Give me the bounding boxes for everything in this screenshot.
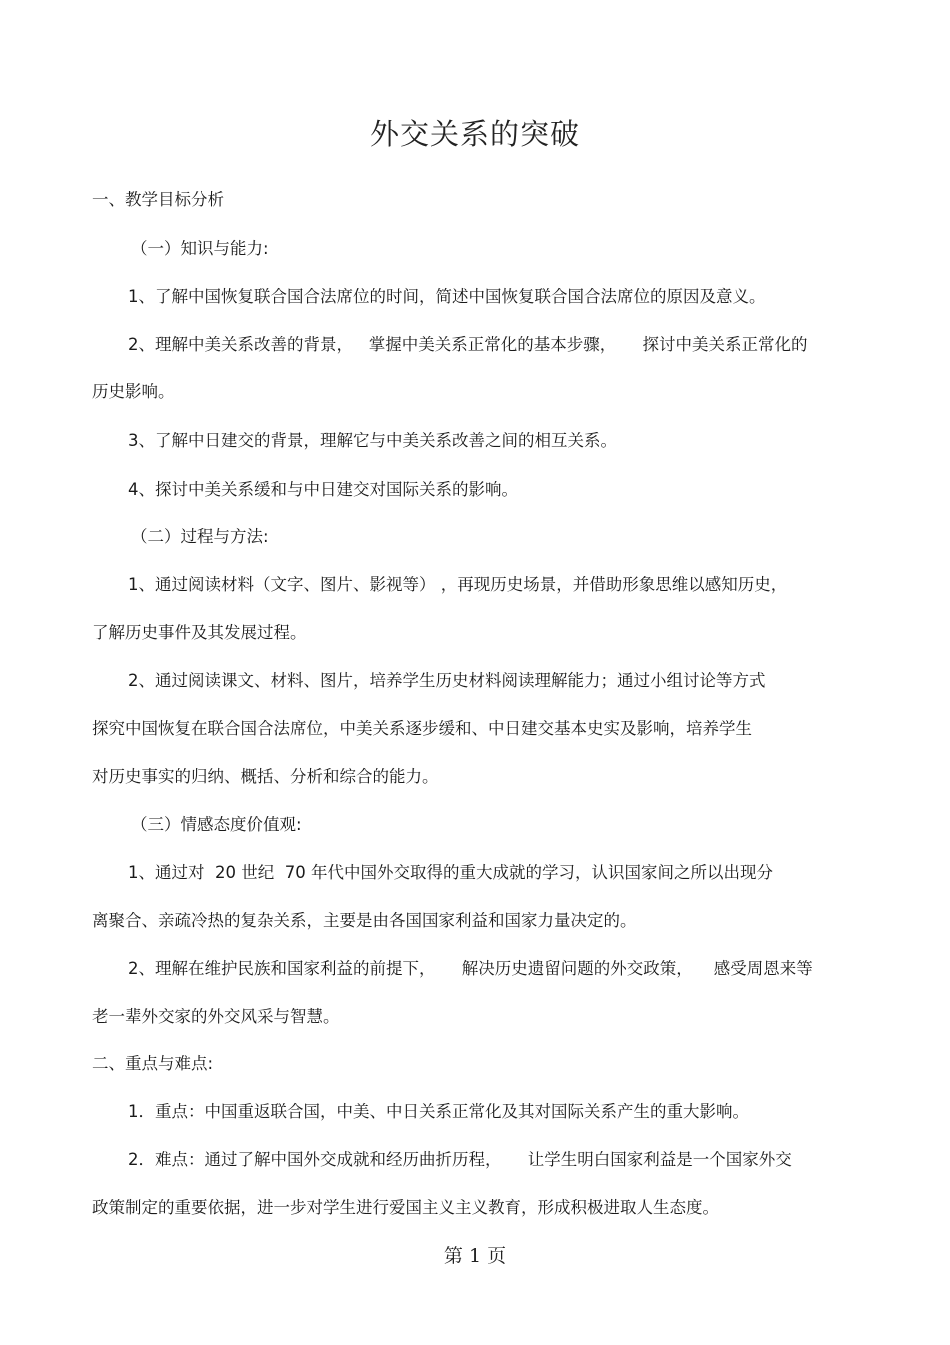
paragraph-line: 1、通过阅读材料（文字、图片、影视等） ，再现历史场景，并借助形象思维以感知历史， — [128, 575, 788, 594]
paragraph-line: 探究中国恢复在联合国合法席位，中美关系逐步缓和、中日建交基本史实及影响，培养学生 — [92, 719, 752, 738]
page-number: 第 1 页 — [443, 1245, 507, 1267]
paragraph-line: 了解历史事件及其发展过程。 — [92, 623, 307, 642]
paragraph-line: 1、了解中国恢复联合国合法席位的时间，简述中国恢复联合国合法席位的原因及意义。 — [128, 287, 766, 306]
paragraph-line: 政策制定的重要依据，进一步对学生进行爱国主义主义教育，形成积极进取人生态度。 — [92, 1198, 719, 1217]
paragraph-line: 老一辈外交家的外交风采与智慧。 — [92, 1007, 340, 1026]
paragraph-line: 3、了解中日建交的背景，理解它与中美关系改善之间的相互关系。 — [128, 431, 617, 450]
subheading-values: （三）情感态度价值观: — [131, 815, 302, 834]
document-title: 外交关系的突破 — [369, 117, 580, 151]
paragraph-line: 2、理解在维护民族和国家利益的前提下， 解决历史遗留问题的外交政策， 感受周恩来等 — [128, 959, 813, 978]
section-heading-keypoints: 二、重点与难点: — [92, 1054, 214, 1073]
paragraph-line: 历史影响。 — [92, 382, 175, 401]
paragraph-line: 2．难点：通过了解中国外交成就和经历曲折历程， 让学生明白国家利益是一个国家外交 — [128, 1150, 792, 1169]
subheading-knowledge: （一）知识与能力: — [131, 239, 269, 258]
paragraph-line: 2、理解中美关系改善的背景， 掌握中美关系正常化的基本步骤， 探讨中美关系正常化的 — [128, 335, 808, 354]
paragraph-line: 离聚合、亲疏冷热的复杂关系，主要是由各国国家利益和国家力量决定的。 — [92, 911, 637, 930]
paragraph-line: 2、通过阅读课文、材料、图片，培养学生历史材料阅读理解能力；通过小组讨论等方式 — [128, 671, 766, 690]
paragraph-line: 1、通过对 20 世纪 70 年代中国外交取得的重大成就的学习，认识国家间之所以出现分 — [128, 863, 773, 882]
section-heading-objectives: 一、教学目标分析 — [92, 190, 224, 209]
paragraph-line: 对历史事实的归纳、概括、分析和综合的能力。 — [92, 767, 439, 786]
subheading-process: （二）过程与方法: — [131, 527, 269, 546]
paragraph-line: 4、探讨中美关系缓和与中日建交对国际关系的影响。 — [128, 480, 518, 499]
paragraph-line: 1．重点：中国重返联合国，中美、中日关系正常化及其对国际关系产生的重大影响。 — [128, 1102, 749, 1121]
